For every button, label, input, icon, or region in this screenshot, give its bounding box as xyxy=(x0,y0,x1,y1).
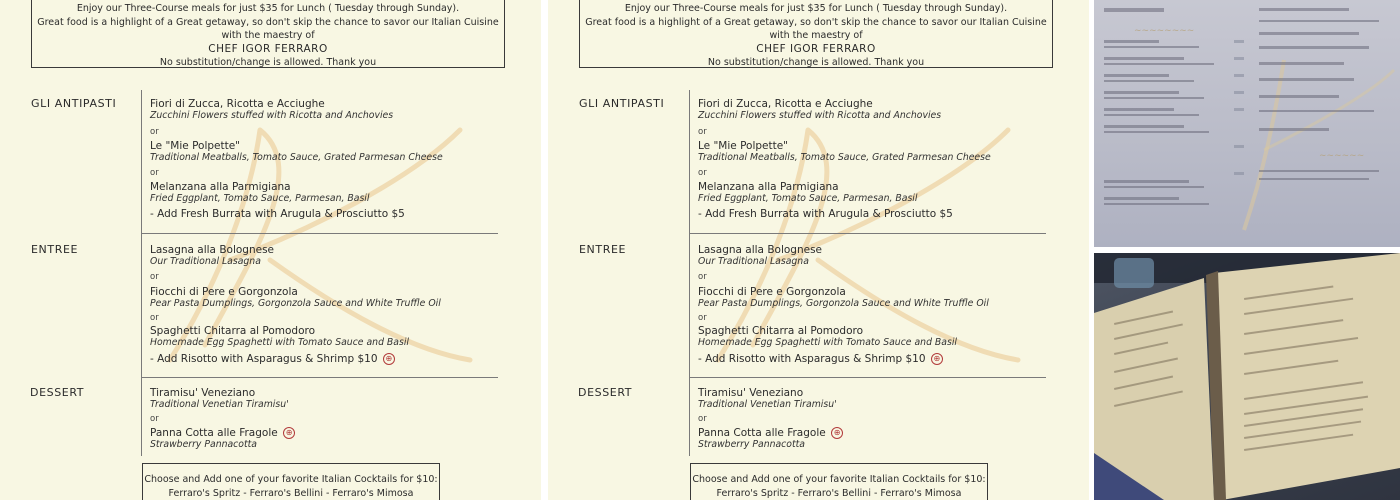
dish-item: Tiramisu' Veneziano Traditional Venetian Tiramisu' xyxy=(698,387,837,410)
or-separator: or xyxy=(150,272,159,282)
dish-item: Spaghetti Chitarra al Pomodoro Homemade Egg Spaghetti with Tomato Sauce and Basil xyxy=(150,325,410,348)
special-mark-icon: ⊕ xyxy=(831,427,843,439)
menu-photo-closeup xyxy=(1094,0,1400,247)
or-separator: or xyxy=(698,313,707,323)
intro-line-4: No substitution/change is allowed. Thank you xyxy=(707,57,925,69)
chef-name: CHEF IGOR FERRARO xyxy=(208,42,328,55)
chef-name: CHEF IGOR FERRARO xyxy=(756,42,876,55)
cocktail-box xyxy=(690,463,988,500)
addon-line: - Add Risotto with Asparagus & Shrimp $10 ⊕ xyxy=(150,353,395,365)
section-title-dessert: DESSERT xyxy=(30,386,85,399)
dish-item: Lasagna alla Bolognese Our Traditional Lasagna xyxy=(698,244,823,267)
section-divider xyxy=(141,377,498,378)
dish-item: Spaghetti Chitarra al Pomodoro Homemade Egg Spaghetti with Tomato Sauce and Basil xyxy=(698,325,958,348)
cocktail-line-1: Choose and Add one of your favorite Italian Cocktails for $10: xyxy=(144,474,438,485)
cocktail-line-2: Ferraro's Spritz - Ferraro's Bellini - Ferraro's Mimosa xyxy=(716,488,962,499)
or-separator: or xyxy=(698,168,707,178)
cocktail-box xyxy=(142,463,440,500)
dish-item: Panna Cotta alle Fragole ⊕ Strawberry Pannacotta xyxy=(150,427,295,451)
special-mark-icon: ⊕ xyxy=(283,427,295,439)
section-divider xyxy=(141,233,498,234)
intro-line-1: Enjoy our Three-Course meals for just $35 for Lunch ( Tuesday through Sunday). xyxy=(76,3,460,14)
dish-item: Panna Cotta alle Fragole ⊕ Strawberry Pannacotta xyxy=(698,427,843,451)
intro-line-2: Great food is a highlight of a Great getaway, so don't skip the chance to savor our Italian Cuisine with the maestry of xyxy=(37,16,499,42)
intro-box xyxy=(579,0,1053,68)
intro-line-1: Enjoy our Three-Course meals for just $35 for Lunch ( Tuesday through Sunday). xyxy=(624,3,1008,14)
or-separator: or xyxy=(698,272,707,282)
special-mark-icon: ⊕ xyxy=(383,353,395,365)
menu-photo-table-image xyxy=(1094,253,1400,500)
dish-item: Tiramisu' Veneziano Traditional Venetian Tiramisu' xyxy=(150,387,289,410)
section-title-entree: ENTREE xyxy=(31,243,79,256)
intro-box xyxy=(31,0,505,68)
intro-line-4: No substitution/change is allowed. Thank you xyxy=(159,57,377,69)
section-divider xyxy=(689,233,1046,234)
intro-line-2: Great food is a highlight of a Great getaway, so don't skip the chance to savor our Italian Cuisine with the maestry of xyxy=(585,16,1047,42)
section-title-entree: ENTREE xyxy=(579,243,627,256)
dish-item: Lasagna alla Bolognese Our Traditional Lasagna xyxy=(150,244,275,267)
dish-item: Le "Mie Polpette" Traditional Meatballs, Tomato Sauce, Grated Parmesan Cheese xyxy=(150,140,443,163)
menu-photo-table xyxy=(1094,253,1400,500)
dish-item: Le "Mie Polpette" Traditional Meatballs, Tomato Sauce, Grated Parmesan Cheese xyxy=(698,140,991,163)
cocktail-line-2: Ferraro's Spritz - Ferraro's Bellini - Ferraro's Mimosa xyxy=(168,488,414,499)
or-separator: or xyxy=(698,414,707,424)
cocktail-line-1: Choose and Add one of your favorite Italian Cocktails for $10: xyxy=(692,474,986,485)
dish-item: Fiori di Zucca, Ricotta e Acciughe Zucchini Flowers stuffed with Ricotta and Anchovies xyxy=(150,98,394,121)
section-title-antipasti: GLI ANTIPASTI xyxy=(579,97,665,110)
dish-item: Melanzana alla Parmigiana Fried Eggplant, Tomato Sauce, Parmesan, Basil xyxy=(698,181,918,204)
menu-panel-middle xyxy=(548,0,1089,500)
or-separator: or xyxy=(150,168,159,178)
section-title-antipasti: GLI ANTIPASTI xyxy=(31,97,117,110)
section-divider-vertical xyxy=(141,90,142,456)
menu-panel-left xyxy=(0,0,541,500)
svg-text:~~~~~~~~: ~~~~~~~~ xyxy=(1134,26,1195,36)
addon-line: - Add Risotto with Asparagus & Shrimp $10 ⊕ xyxy=(698,353,943,365)
dish-item: Fiori di Zucca, Ricotta e Acciughe Zucchini Flowers stuffed with Ricotta and Anchovies xyxy=(698,98,942,121)
section-title-dessert: DESSERT xyxy=(578,386,633,399)
dish-item: Melanzana alla Parmigiana Fried Eggplant, Tomato Sauce, Parmesan, Basil xyxy=(150,181,370,204)
svg-text:~~~~~~: ~~~~~~ xyxy=(1319,151,1365,161)
or-separator: or xyxy=(150,127,159,137)
menu-photo-closeup-image xyxy=(1094,0,1400,247)
section-divider-vertical xyxy=(689,90,690,456)
addon-line: - Add Fresh Burrata with Arugula & Prosciutto $5 xyxy=(698,208,953,220)
or-separator: or xyxy=(150,414,159,424)
dish-item: Fiocchi di Pere e Gorgonzola Pear Pasta Dumplings, Gorgonzola Sauce and White Truffle Oil xyxy=(150,286,441,309)
section-divider xyxy=(689,377,1046,378)
special-mark-icon: ⊕ xyxy=(931,353,943,365)
or-separator: or xyxy=(150,313,159,323)
addon-line: - Add Fresh Burrata with Arugula & Prosciutto $5 xyxy=(150,208,405,220)
dish-item: Fiocchi di Pere e Gorgonzola Pear Pasta Dumplings, Gorgonzola Sauce and White Truffle Oil xyxy=(698,286,989,309)
or-separator: or xyxy=(698,127,707,137)
